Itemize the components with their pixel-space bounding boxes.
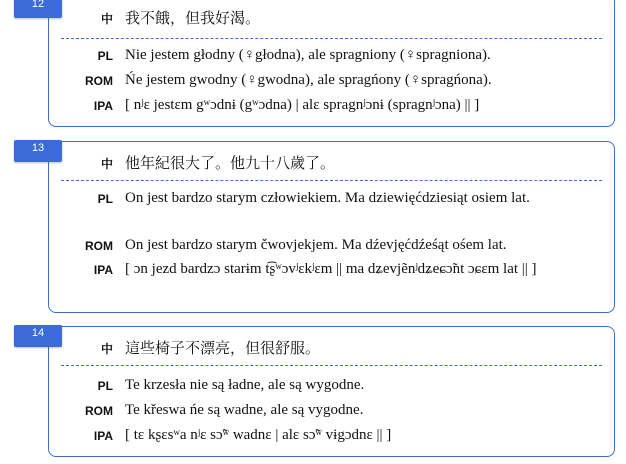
dashed-separator (61, 365, 602, 366)
ipa-label: IPA (93, 263, 113, 277)
entry-number-badge: 13 (14, 140, 62, 162)
zh-label: 中 (100, 342, 113, 356)
ipa-text: [ tɛ kʂɛsʷa nʲɛ sɔ̃ʷ wadnɛ | alɛ sɔ̃ʷ vɨgɔdnɛ || ] (125, 427, 392, 443)
zh-label: 中 (100, 157, 113, 171)
entry-card-13 (48, 141, 615, 313)
entry-card-12 (48, 0, 615, 127)
entry-card-14 (48, 326, 615, 457)
polish-text: Nie jestem głodny (♀głodna), ale spragniony (♀spragniona). (125, 47, 491, 63)
pl-label: PL (97, 379, 113, 393)
dashed-separator (61, 38, 602, 39)
pl-label: PL (97, 49, 113, 63)
ipa-text: [ nʲɛ jestɛm gʷɔdnɨ (gʷɔdna) | alɛ spragnʲɔnɨ (spragnʲɔna) || ] (125, 97, 480, 113)
chinese-text: 這些椅子不漂亮，但很舒服。 (125, 339, 321, 357)
ipa-label: IPA (93, 429, 113, 443)
zh-label: 中 (100, 12, 113, 26)
dashed-separator (61, 180, 602, 181)
rom-label: ROM (85, 239, 113, 253)
rom-label: ROM (85, 74, 113, 88)
romanization-text: Ńe jestem gwodny (♀gwodna), ale spragńony (♀spragńona). (125, 72, 492, 88)
chinese-text: 他年紀很大了。他九十八歲了。 (125, 154, 336, 172)
romanization-text: On jest bardzo starym čwovjekjem. Ma dźevjęćdźeśąt ośem lat. (125, 237, 507, 253)
chinese-text: 我不餓，但我好渴。 (125, 9, 261, 27)
entry-number-badge: 14 (14, 325, 62, 347)
romanization-text: Te křeswa ńe są wadne, ale są vygodne. (125, 402, 364, 418)
ipa-text: [ ɔn jezd bardzɔ starɨm t͡ʂʷɔvʲɛkʲɛm || ma dʑevjẽnʲdʑeɕɔ̃nt ɔɕɛm lat || ] (125, 261, 537, 277)
polish-text: On jest bardzo starym człowiekiem. Ma dziewięćdziesiąt osiem lat. (125, 190, 530, 206)
rom-label: ROM (85, 404, 113, 418)
entry-number-badge: 12 (14, 0, 62, 18)
polish-text: Te krzesła nie są ładne, ale są wygodne. (125, 377, 365, 393)
ipa-label: IPA (93, 99, 113, 113)
pl-label: PL (97, 192, 113, 206)
